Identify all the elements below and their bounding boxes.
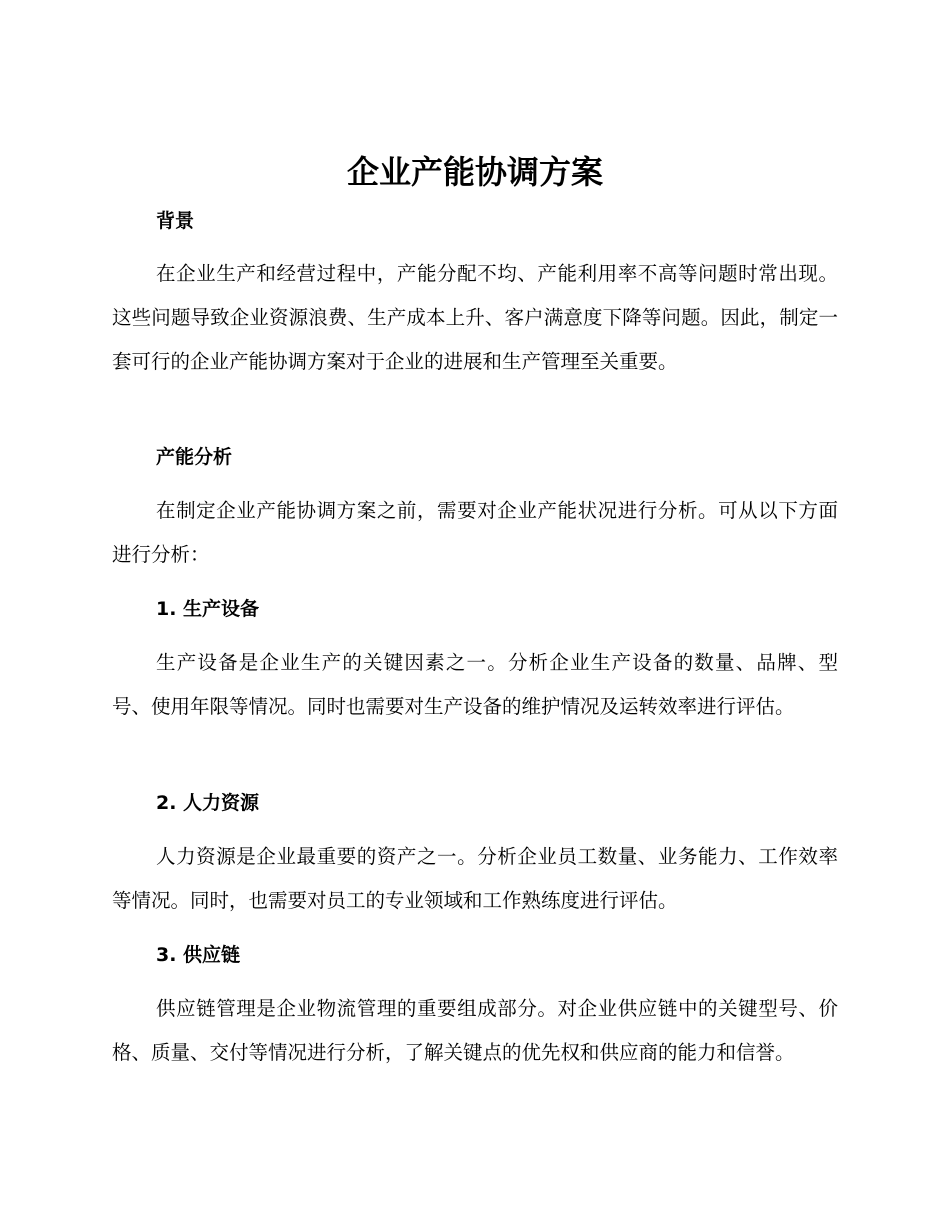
section-paragraph-capacity-analysis: 在制定企业产能协调方案之前，需要对企业产能状况进行分析。可从以下方面进行分析：	[112, 499, 838, 566]
section-paragraph-production-equipment: 生产设备是企业生产的关键因素之一。分析企业生产设备的数量、品牌、型号、使用年限等情况。同时也需要对生产设备的维护情况及运转效率进行评估。	[112, 651, 838, 718]
section-paragraph-background: 在企业生产和经营过程中，产能分配不均、产能利用率不高等问题时常出现。这些问题导致企业资源浪费、生产成本上升、客户满意度下降等问题。因此，制定一套可行的企业产能协调方案对于企业的进展和生产管理至关重要。	[112, 262, 838, 373]
section-paragraph-supply-chain: 供应链管理是企业物流管理的重要组成部分。对企业供应链中的关键型号、价格、质量、交付等情况进行分析，了解关键点的优先权和供应商的能力和信誉。	[112, 997, 838, 1064]
section-heading-background: 背景	[156, 210, 195, 232]
document-title: 企业产能协调方案	[346, 153, 603, 191]
section-paragraph-human-resources: 人力资源是企业最重要的资产之一。分析企业员工数量、业务能力、工作效率等情况。同时，也需要对员工的专业领域和工作熟练度进行评估。	[112, 845, 838, 912]
section-heading-supply-chain: 3. 供应链	[156, 944, 241, 966]
section-heading-production-equipment: 1. 生产设备	[156, 598, 260, 620]
section-heading-human-resources: 2. 人力资源	[156, 792, 260, 814]
section-heading-capacity-analysis: 产能分析	[156, 446, 233, 468]
